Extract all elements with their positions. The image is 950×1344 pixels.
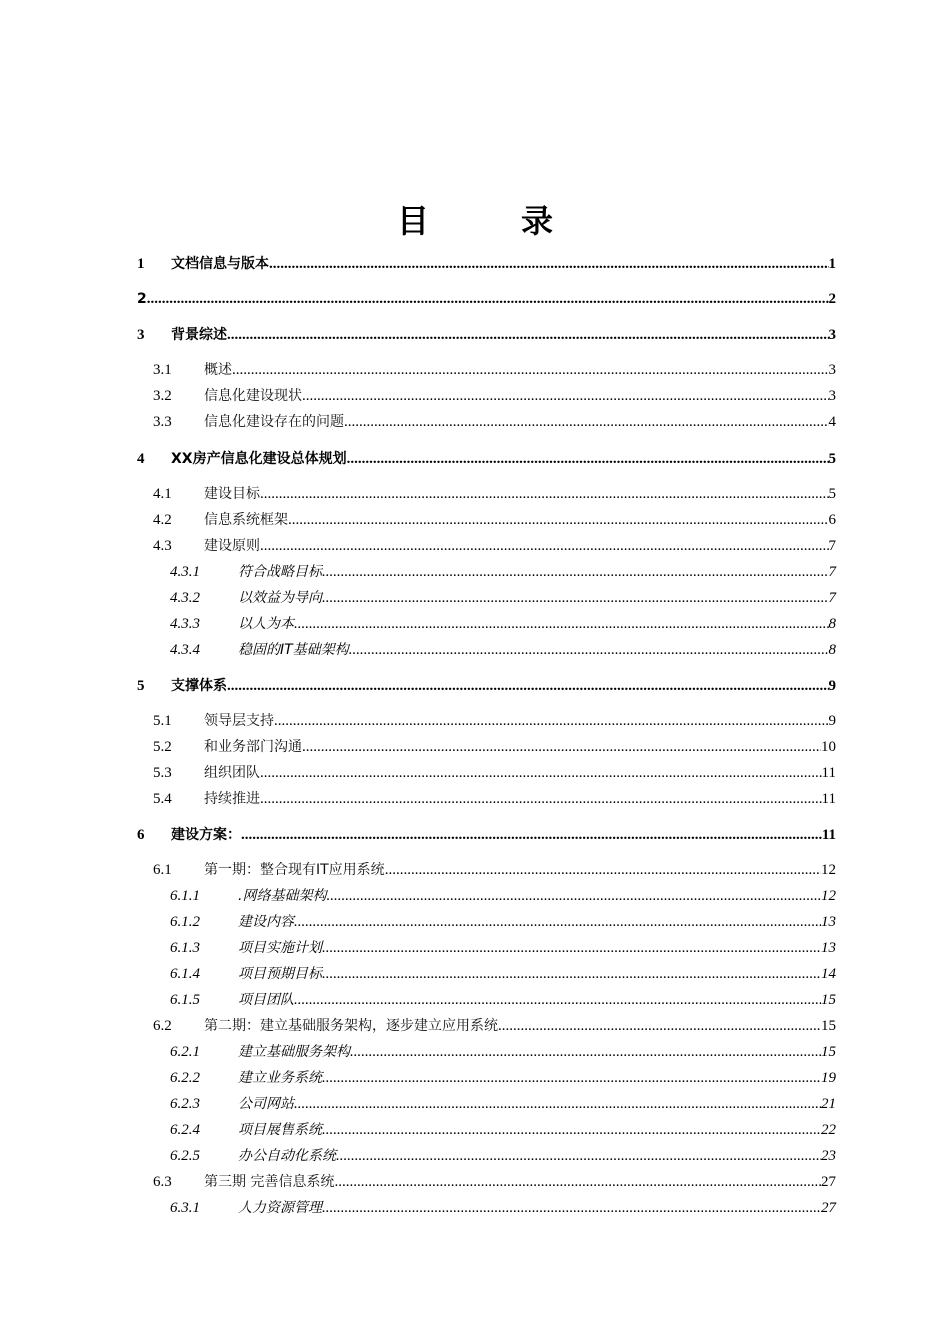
toc-entry-title: 建设方案： xyxy=(171,827,241,843)
toc-leader-dots xyxy=(336,1145,821,1167)
toc-entry[interactable] xyxy=(170,1041,836,1063)
toc-page-number: 13 xyxy=(821,940,836,956)
toc-entry[interactable] xyxy=(153,1015,836,1037)
toc-entry-number: 6.1.2 xyxy=(170,914,200,930)
toc-entry[interactable] xyxy=(153,762,836,784)
toc-entry-title: 领导层支持 xyxy=(204,713,274,729)
toc-entry-number: 5.3 xyxy=(153,765,172,781)
toc-entry-number: 6 xyxy=(137,827,145,843)
toc-page-number: 23 xyxy=(821,1148,836,1164)
toc-leader-dots xyxy=(302,736,821,758)
toc-leader-dots xyxy=(350,1041,821,1063)
toc-leader-dots xyxy=(269,253,829,275)
toc-entry-title: 第二期：建立基础服务架构，逐步建立应用系统 xyxy=(204,1018,498,1034)
toc-entry-title: 概述 xyxy=(204,362,232,378)
toc-entry[interactable] xyxy=(137,324,836,346)
toc-page-number: 9 xyxy=(828,713,836,729)
toc-entry-number: 4.3 xyxy=(153,538,172,554)
toc-leader-dots xyxy=(322,1119,821,1141)
toc-page-number: 10 xyxy=(821,739,836,755)
toc-entry[interactable] xyxy=(153,710,836,732)
toc-leader-dots xyxy=(260,483,829,505)
toc-entry[interactable] xyxy=(153,483,836,505)
toc-entry[interactable] xyxy=(137,288,836,310)
toc-leader-dots xyxy=(322,561,829,583)
toc-entry-title: 信息系统框架 xyxy=(204,512,288,528)
toc-entry-number: 4.3.1 xyxy=(170,564,200,580)
toc-page-number: 7 xyxy=(828,564,836,580)
toc-entry-number: 4.2 xyxy=(153,512,172,528)
toc-entry-title: 组织团队 xyxy=(204,765,260,781)
toc-page-number: 1 xyxy=(828,256,836,272)
toc-page-number: 7 xyxy=(828,590,836,606)
toc-entry[interactable] xyxy=(170,885,836,907)
toc-leader-dots xyxy=(294,911,821,933)
toc-entry[interactable] xyxy=(170,1093,836,1115)
toc-page-number: 22 xyxy=(821,1122,836,1138)
toc-leader-dots xyxy=(260,762,822,784)
toc-entry-number: 6.3.1 xyxy=(170,1200,200,1216)
toc-page-number: 6 xyxy=(828,512,836,528)
toc-entry-number: 6.1.4 xyxy=(170,966,200,982)
toc-entry[interactable] xyxy=(170,587,836,609)
toc-entry-title: 人力资源管理 xyxy=(238,1200,322,1216)
toc-leader-dots xyxy=(302,385,829,407)
toc-entry-title: 背景综述 xyxy=(171,327,227,343)
toc-leader-dots xyxy=(147,288,829,310)
toc-entry-number: 6.1 xyxy=(153,862,172,878)
toc-page-number: 4 xyxy=(828,414,836,430)
toc-entry-title: XX房产信息化建设总体规划 xyxy=(171,451,347,467)
toc-leader-dots xyxy=(294,989,821,1011)
toc-entry-title: 2 xyxy=(137,291,147,307)
toc-entry-number: 6.2.4 xyxy=(170,1122,200,1138)
toc-entry[interactable] xyxy=(153,411,836,433)
toc-entry[interactable] xyxy=(170,989,836,1011)
toc-entry[interactable] xyxy=(137,448,836,470)
toc-entry[interactable] xyxy=(170,561,836,583)
toc-entry-title: 第一期：整合现有IT应用系统 xyxy=(204,862,385,878)
toc-entry[interactable] xyxy=(137,824,836,846)
toc-entry[interactable] xyxy=(170,639,836,661)
toc-leader-dots xyxy=(274,710,829,732)
toc-entry-number: 3.1 xyxy=(153,362,172,378)
toc-leader-dots xyxy=(349,639,829,661)
toc-entry-number: 5 xyxy=(137,678,145,694)
toc-entry[interactable] xyxy=(153,359,836,381)
toc-leader-dots xyxy=(294,613,829,635)
toc-entry-number: 6.3 xyxy=(153,1174,172,1190)
toc-entry-number: 4.1 xyxy=(153,486,172,502)
toc-page-number: 21 xyxy=(821,1096,836,1112)
toc-entry[interactable] xyxy=(170,1145,836,1167)
toc-leader-dots xyxy=(344,411,829,433)
toc-page-number: 5 xyxy=(828,451,836,467)
toc-leader-dots xyxy=(385,859,821,881)
toc-page-number: 8 xyxy=(828,616,836,632)
toc-page-number: 11 xyxy=(821,827,836,843)
toc-page-number: 8 xyxy=(828,642,836,658)
toc-entry-number: 6.2.1 xyxy=(170,1044,200,1060)
toc-entry-title: 建设目标 xyxy=(204,486,260,502)
toc-entry-title: 以效益为导向 xyxy=(238,590,322,606)
toc-entry-number: 5.4 xyxy=(153,791,172,807)
toc-entry-title: 建设内容 xyxy=(238,914,294,930)
toc-entry-title: 信息化建设现状 xyxy=(204,388,302,404)
toc-entry-title: 持续推进 xyxy=(204,791,260,807)
toc-leader-dots xyxy=(326,885,821,907)
toc-entry-number: 6.1.3 xyxy=(170,940,200,956)
toc-leader-dots xyxy=(322,587,829,609)
toc-entry-number: 4 xyxy=(137,451,145,467)
toc-entry-title: 建立基础服务架构 xyxy=(238,1044,350,1060)
toc-entry-number: 3.2 xyxy=(153,388,172,404)
toc-entry-title: 符合战略目标 xyxy=(238,564,322,580)
toc-entry-number: 4.3.4 xyxy=(170,642,200,658)
toc-leader-dots xyxy=(227,324,829,346)
toc-leader-dots xyxy=(260,535,829,557)
toc-entry-number: 3.3 xyxy=(153,414,172,430)
toc-entry-number: 6.1.5 xyxy=(170,992,200,1008)
toc-entry[interactable] xyxy=(153,859,836,881)
toc-entry-title: 和业务部门沟通 xyxy=(204,739,302,755)
toc-entry-number: 1 xyxy=(137,256,145,272)
toc-page-number: 11 xyxy=(821,765,836,781)
toc-page-number: 3 xyxy=(828,327,836,343)
toc-page-number: 19 xyxy=(821,1070,836,1086)
toc-leader-dots xyxy=(347,448,829,470)
toc-page-number: 3 xyxy=(828,362,836,378)
toc-entry[interactable] xyxy=(170,1119,836,1141)
toc-entry-title: 建立业务系统 xyxy=(238,1070,322,1086)
toc-page-number: 9 xyxy=(828,678,836,694)
toc-entry-title: 办公自动化系统 xyxy=(238,1148,336,1164)
toc-page-number: 15 xyxy=(821,992,836,1008)
toc-leader-dots xyxy=(322,963,821,985)
toc-entry-title: 信息化建设存在的问题 xyxy=(204,414,344,430)
toc-entry[interactable] xyxy=(137,675,836,697)
toc-entry[interactable] xyxy=(153,509,836,531)
toc-page-number: 27 xyxy=(821,1200,836,1216)
toc-entry-number: 5.2 xyxy=(153,739,172,755)
toc-entry-title: .网络基础架构 xyxy=(238,888,327,904)
toc-entry-title: 稳固的IT基础架构 xyxy=(238,642,349,658)
toc-entry-number: 4.3.2 xyxy=(170,590,200,606)
toc-leader-dots xyxy=(498,1015,821,1037)
toc-entry[interactable] xyxy=(170,911,836,933)
toc-entry-title: 支撑体系 xyxy=(171,678,227,694)
toc-page-number: 15 xyxy=(821,1044,836,1060)
page-title: 目 录 xyxy=(396,202,583,240)
toc-entry[interactable] xyxy=(153,788,836,810)
toc-page-number: 27 xyxy=(821,1174,836,1190)
toc-entry[interactable] xyxy=(170,937,836,959)
toc-page-number: 3 xyxy=(828,388,836,404)
toc-entry-number: 6.2.2 xyxy=(170,1070,200,1086)
toc-entry-number: 6.2.5 xyxy=(170,1148,200,1164)
toc-entry-number: 6.2.3 xyxy=(170,1096,200,1112)
toc-leader-dots xyxy=(322,937,821,959)
toc-entry-number: 6.2 xyxy=(153,1018,172,1034)
toc-leader-dots xyxy=(288,509,829,531)
toc-entry-title: 建设原则 xyxy=(204,538,260,554)
toc-leader-dots xyxy=(334,1171,821,1193)
toc-entry[interactable] xyxy=(137,253,836,275)
toc-page-number: 2 xyxy=(828,291,836,307)
toc-page-number: 13 xyxy=(821,914,836,930)
toc-page-number: 5 xyxy=(828,486,836,502)
toc-page-number: 11 xyxy=(821,791,836,807)
toc-leader-dots xyxy=(322,1067,821,1089)
toc-entry-number: 4.3.3 xyxy=(170,616,200,632)
toc-page-number: 12 xyxy=(821,888,836,904)
toc-entry[interactable] xyxy=(153,385,836,407)
toc-entry-title: 项目实施计划 xyxy=(238,940,322,956)
toc-entry-number: 6.1.1 xyxy=(170,888,200,904)
toc-entry[interactable] xyxy=(153,736,836,758)
toc-leader-dots xyxy=(241,824,822,846)
toc-leader-dots xyxy=(322,1197,821,1219)
toc-leader-dots xyxy=(227,675,829,697)
toc-entry-title: 第三期 完善信息系统 xyxy=(204,1174,335,1190)
toc-entry-title: 项目团队 xyxy=(238,992,294,1008)
toc-entry[interactable] xyxy=(170,963,836,985)
toc-entry-title: 文档信息与版本 xyxy=(171,256,269,272)
toc-entry[interactable] xyxy=(170,1067,836,1089)
toc-entry-number: 3 xyxy=(137,327,145,343)
toc-page-number: 12 xyxy=(821,862,836,878)
toc-entry-title: 公司网站 xyxy=(238,1096,294,1112)
toc-page-number: 15 xyxy=(821,1018,836,1034)
toc-entry-title: 项目预期目标 xyxy=(238,966,322,982)
toc-entry[interactable] xyxy=(170,613,836,635)
toc-page-number: 7 xyxy=(828,538,836,554)
toc-page-number: 14 xyxy=(821,966,836,982)
toc-entry[interactable] xyxy=(153,535,836,557)
toc-leader-dots xyxy=(232,359,829,381)
toc-entry[interactable] xyxy=(153,1171,836,1193)
toc-entry-title: 项目展售系统 xyxy=(238,1122,322,1138)
toc-entry-title: 以人为本 xyxy=(238,616,294,632)
toc-entry-number: 5.1 xyxy=(153,713,172,729)
toc-leader-dots xyxy=(294,1093,821,1115)
toc-entry[interactable] xyxy=(170,1197,836,1219)
toc-leader-dots xyxy=(260,788,822,810)
